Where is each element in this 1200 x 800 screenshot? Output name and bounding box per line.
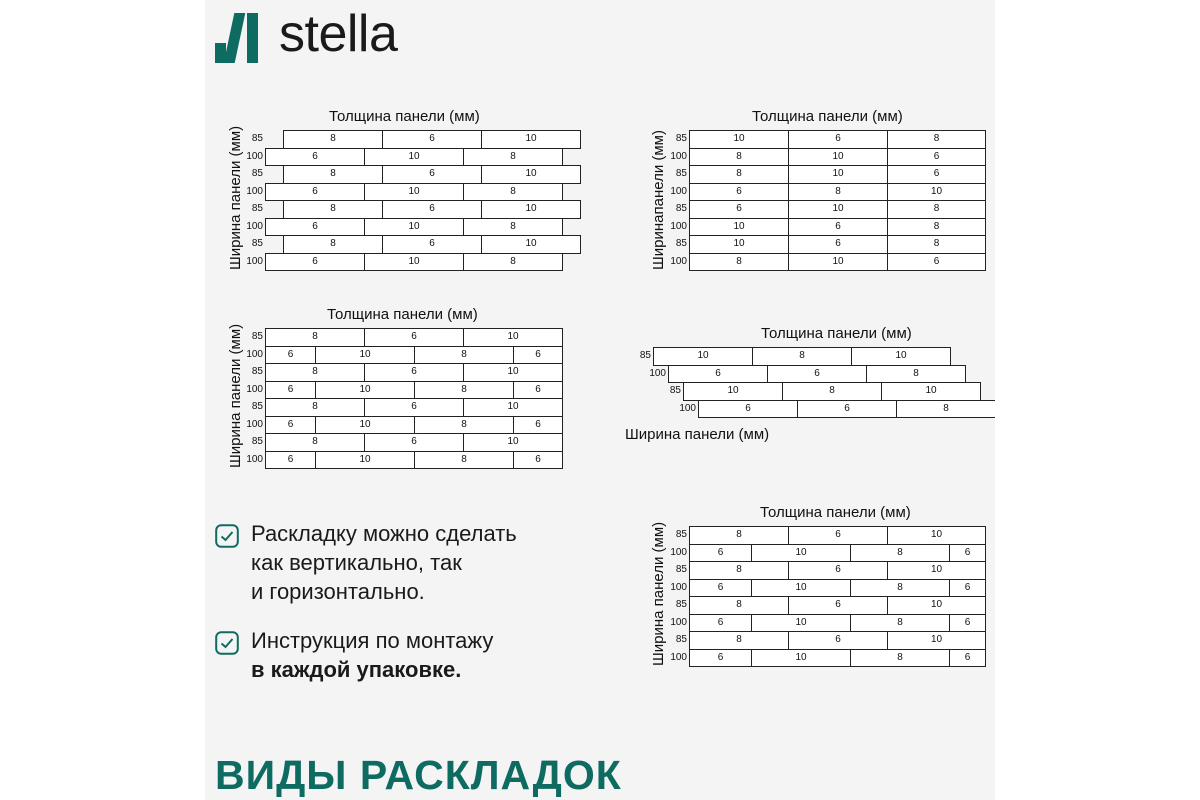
product-sheet <box>205 0 995 800</box>
panel-cell: 10 <box>788 200 888 219</box>
panel-cell: 10 <box>788 148 888 167</box>
row-width-label: 100 <box>246 453 263 465</box>
panel-cell: 6 <box>265 253 365 272</box>
panel-cell: 8 <box>850 579 950 598</box>
panel-cell: 6 <box>364 363 464 382</box>
panel-cell: 8 <box>265 398 365 417</box>
section-title: ВИДЫ РАСКЛАДОК <box>215 752 622 798</box>
panel-cell: 10 <box>364 218 464 237</box>
row-width-label: 100 <box>670 651 687 663</box>
row-width-label: 85 <box>675 634 687 645</box>
layout-diagram-4 <box>623 325 995 450</box>
row-width-label: 85 <box>639 350 651 361</box>
panel-cell: 8 <box>689 165 789 184</box>
panel-cell: 8 <box>689 596 789 615</box>
width-label: Ширина панели (мм) <box>650 521 667 666</box>
row-width-label: 100 <box>670 185 687 197</box>
panel-cell: 6 <box>364 398 464 417</box>
panel-cell: 8 <box>689 561 789 580</box>
panel-cell: 10 <box>481 200 581 219</box>
thickness-label: Толщина панели (мм) <box>329 108 480 125</box>
panel-cell: 6 <box>887 165 986 184</box>
panel-cell: 6 <box>797 400 897 419</box>
panel-cell: 8 <box>283 200 383 219</box>
row-width-label: 100 <box>670 255 687 267</box>
row-width-label: 85 <box>675 238 687 249</box>
panel-cell: 8 <box>896 400 995 419</box>
panel-cell: 10 <box>315 451 415 470</box>
row-width-label: 100 <box>670 616 687 628</box>
row-width-label: 85 <box>251 238 263 249</box>
panel-cell: 10 <box>851 347 951 366</box>
layout-diagram-3 <box>227 306 587 476</box>
row-width-label: 85 <box>675 529 687 540</box>
thickness-label: Толщина панели (мм) <box>752 108 903 125</box>
row-width-label: 100 <box>246 220 263 232</box>
check-icon <box>215 631 239 655</box>
panel-cell: 10 <box>689 235 789 254</box>
panel-cell: 10 <box>364 253 464 272</box>
panel-cell: 6 <box>698 400 798 419</box>
panel-cell: 10 <box>683 382 783 401</box>
thickness-label: Толщина панели (мм) <box>327 306 478 323</box>
width-label: Ширинапанели (мм) <box>650 130 667 270</box>
panel-cell: 6 <box>949 649 986 668</box>
width-label: Ширина панели (мм) <box>227 323 244 468</box>
panel-cell: 10 <box>751 614 851 633</box>
panel-cell: 6 <box>949 579 986 598</box>
panel-cell: 10 <box>751 579 851 598</box>
panel-cell: 8 <box>463 253 563 272</box>
row-width-label: 85 <box>251 366 263 377</box>
row-width-label: 85 <box>675 133 687 144</box>
panel-cell: 8 <box>850 614 950 633</box>
panel-cell: 10 <box>751 649 851 668</box>
panel-cell: 10 <box>653 347 753 366</box>
panel-cell: 6 <box>887 148 986 167</box>
row-width-label: 85 <box>251 401 263 412</box>
row-width-label: 85 <box>251 203 263 214</box>
panel-cell: 8 <box>265 328 365 347</box>
panel-cell: 10 <box>463 363 563 382</box>
row-width-label: 85 <box>251 436 263 447</box>
panel-cell: 10 <box>315 416 415 435</box>
row-width-label: 100 <box>246 418 263 430</box>
row-width-label: 85 <box>251 168 263 179</box>
panel-cell: 6 <box>513 416 563 435</box>
brand-name: stella <box>279 5 398 63</box>
layout-diagram-5 <box>650 504 995 674</box>
panel-cell: 6 <box>364 328 464 347</box>
panel-cell: 6 <box>265 218 365 237</box>
panel-cell: 8 <box>414 451 514 470</box>
layout-diagram-1 <box>227 108 587 278</box>
panel-cell: 8 <box>850 649 950 668</box>
panel-cell: 10 <box>751 544 851 563</box>
width-label: Ширина панели (мм) <box>227 125 244 270</box>
feature-line-bold: в каждой упаковке. <box>251 657 462 682</box>
panel-cell: 8 <box>414 346 514 365</box>
panel-cell: 6 <box>689 200 789 219</box>
row-width-label: 100 <box>670 150 687 162</box>
panel-cell: 6 <box>382 130 482 149</box>
panel-cell: 8 <box>463 148 563 167</box>
feature-text <box>251 626 493 684</box>
panel-cell: 10 <box>689 130 789 149</box>
panel-cell: 6 <box>788 561 888 580</box>
row-width-label: 100 <box>246 348 263 360</box>
panel-cell: 6 <box>382 200 482 219</box>
panel-cell: 8 <box>283 235 383 254</box>
panel-cell: 10 <box>881 382 981 401</box>
panel-cell: 8 <box>887 200 986 219</box>
panel-cell: 6 <box>364 433 464 452</box>
panel-cell: 8 <box>414 416 514 435</box>
panel-cell: 8 <box>414 381 514 400</box>
panel-cell: 6 <box>265 183 365 202</box>
panel-cell: 10 <box>689 218 789 237</box>
row-width-label: 100 <box>246 383 263 395</box>
panel-cell: 6 <box>513 451 563 470</box>
row-width-label: 85 <box>251 331 263 342</box>
panel-cell: 8 <box>689 253 789 272</box>
panel-cell: 10 <box>364 183 464 202</box>
panel-cell: 10 <box>887 526 986 545</box>
panel-cell: 8 <box>283 165 383 184</box>
panel-cell: 10 <box>481 130 581 149</box>
panel-cell: 10 <box>481 235 581 254</box>
row-width-label: 100 <box>670 581 687 593</box>
thickness-label: Толщина панели (мм) <box>760 504 911 521</box>
row-width-label: 100 <box>670 546 687 558</box>
feature-line: Раскладку можно сделать <box>251 521 517 546</box>
panel-cell: 10 <box>788 165 888 184</box>
width-label: Ширина панели (мм) <box>625 426 770 443</box>
row-width-label: 85 <box>669 385 681 396</box>
panel-cell: 6 <box>513 381 563 400</box>
panel-cell: 6 <box>513 346 563 365</box>
panel-cell: 8 <box>689 631 789 650</box>
panel-cell: 6 <box>265 416 316 435</box>
panel-cell: 8 <box>866 365 966 384</box>
row-width-label: 85 <box>251 133 263 144</box>
panel-cell: 6 <box>689 579 752 598</box>
panel-cell: 10 <box>887 561 986 580</box>
row-width-label: 100 <box>679 402 696 414</box>
panel-cell: 8 <box>689 526 789 545</box>
panel-cell: 6 <box>382 165 482 184</box>
panel-cell: 10 <box>887 631 986 650</box>
panel-cell: 8 <box>887 218 986 237</box>
panel-cell: 6 <box>788 218 888 237</box>
feature-item-layout <box>215 519 517 606</box>
panel-cell: 8 <box>265 433 365 452</box>
panel-cell: 8 <box>463 183 563 202</box>
panel-cell: 10 <box>315 346 415 365</box>
panel-cell: 8 <box>689 148 789 167</box>
panel-cell: 6 <box>949 544 986 563</box>
feature-line: Инструкция по монтажу <box>251 628 494 653</box>
panel-cell: 6 <box>689 614 752 633</box>
panel-cell: 10 <box>481 165 581 184</box>
panel-cell: 8 <box>887 130 986 149</box>
feature-text <box>251 519 517 606</box>
panel-cell: 6 <box>382 235 482 254</box>
row-width-label: 85 <box>675 564 687 575</box>
panel-cell: 6 <box>668 365 768 384</box>
panel-cell: 6 <box>788 631 888 650</box>
panel-cell: 6 <box>887 253 986 272</box>
row-width-label: 85 <box>675 168 687 179</box>
panel-cell: 10 <box>463 398 563 417</box>
thickness-label: Толщина панели (мм) <box>761 325 912 342</box>
feature-item-instruction <box>215 626 493 684</box>
panel-cell: 6 <box>265 451 316 470</box>
panel-cell: 8 <box>782 382 882 401</box>
layout-diagram-2 <box>650 108 995 278</box>
panel-cell: 10 <box>463 433 563 452</box>
panel-cell: 10 <box>364 148 464 167</box>
panel-cell: 8 <box>283 130 383 149</box>
panel-cell: 6 <box>767 365 867 384</box>
logo-mark-icon <box>215 13 267 63</box>
feature-line: и горизонтально. <box>251 579 425 604</box>
panel-cell: 6 <box>788 235 888 254</box>
panel-cell: 6 <box>689 649 752 668</box>
feature-line: как вертикально, так <box>251 550 462 575</box>
panel-cell: 6 <box>788 130 888 149</box>
panel-cell: 6 <box>265 346 316 365</box>
row-width-label: 100 <box>670 220 687 232</box>
panel-cell: 6 <box>689 544 752 563</box>
panel-cell: 6 <box>788 596 888 615</box>
panel-cell: 8 <box>850 544 950 563</box>
panel-cell: 6 <box>689 183 789 202</box>
row-width-label: 85 <box>675 203 687 214</box>
panel-cell: 6 <box>265 381 316 400</box>
panel-cell: 8 <box>887 235 986 254</box>
row-width-label: 100 <box>246 150 263 162</box>
panel-cell: 6 <box>265 148 365 167</box>
row-width-label: 100 <box>246 185 263 197</box>
panel-cell: 6 <box>949 614 986 633</box>
panel-cell: 10 <box>463 328 563 347</box>
panel-cell: 8 <box>463 218 563 237</box>
row-width-label: 100 <box>649 367 666 379</box>
row-width-label: 100 <box>246 255 263 267</box>
panel-cell: 10 <box>887 596 986 615</box>
check-icon <box>215 524 239 548</box>
panel-cell: 6 <box>788 526 888 545</box>
panel-cell: 10 <box>887 183 986 202</box>
panel-cell: 10 <box>315 381 415 400</box>
panel-cell: 8 <box>265 363 365 382</box>
panel-cell: 10 <box>788 253 888 272</box>
row-width-label: 85 <box>675 599 687 610</box>
panel-cell: 8 <box>788 183 888 202</box>
panel-cell: 8 <box>752 347 852 366</box>
